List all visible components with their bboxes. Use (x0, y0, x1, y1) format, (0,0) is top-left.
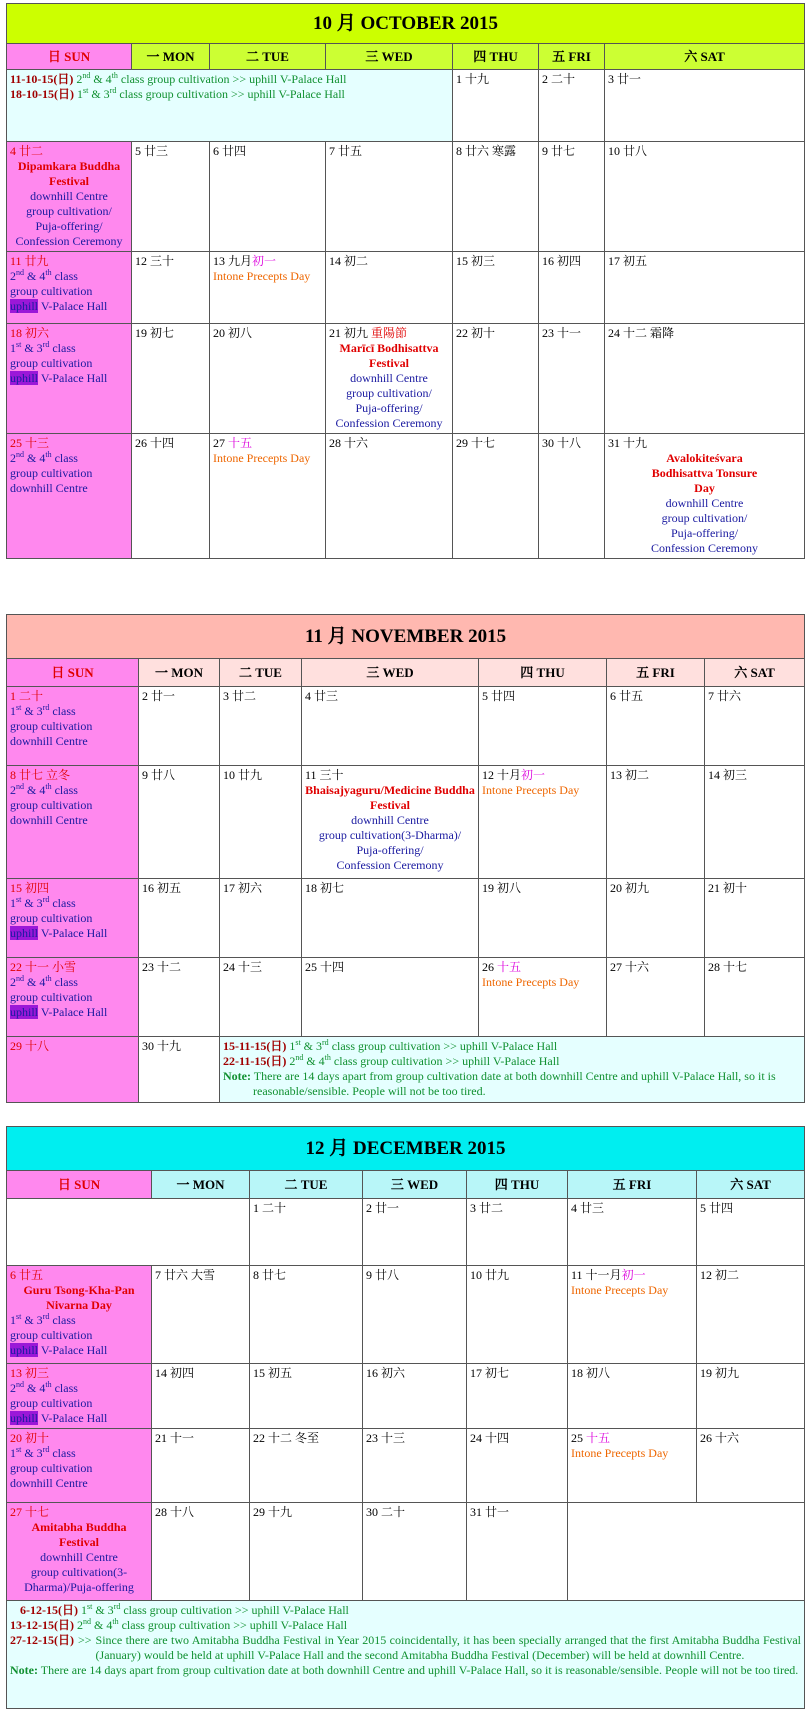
day-cell: 16 初六 (363, 1364, 467, 1429)
day-cell: 28 十六 (326, 434, 453, 559)
day-cell: 7 廿六 (705, 687, 805, 766)
header-wed: 三 WED (363, 1171, 467, 1199)
day-cell: 2 二十 (539, 70, 605, 142)
header-mon: 一 MON (132, 44, 210, 70)
day-cell: 27 十六 (607, 958, 705, 1037)
month-title: 11 月 NOVEMBER 2015 (7, 615, 805, 659)
schedule-note: 6-12-15(日) 1st & 3rd class group cultivation >> uphill V-Palace Hall 13-12-15(日) 2nd & 4th class group cultivation >> uphill V-Palace Hall 27-12-15(日) >> Since there are two Amitabha Buddha Festival in Year 2015 coincidentally, it has been specially arranged that the first Amitabha Buddha Festival (January) would be held at uphill V-Palace Hall and the second Amitabha Buddha Festival (December) will be held at downhill Centre. Note: There are 14 days apart from group cultivation date at both downhill Centre and uphill V-Palace Hall, so it is reasonable/sensible. People will not be too tired. (7, 1601, 805, 1709)
sunday-cell: 25 十三 2nd & 4th class group cultivation downhill Centre (7, 434, 132, 559)
empty-cell (568, 1503, 805, 1601)
day-cell: 9 廿八 (139, 766, 220, 879)
day-cell: 17 初五 (605, 252, 805, 324)
day-cell: 4 廿三 (568, 1199, 697, 1266)
day-cell: 12 十月初一 Intone Precepts Day (479, 766, 607, 879)
day-cell: 13 九月初一 Intone Precepts Day (210, 252, 326, 324)
header-sat: 六 SAT (705, 659, 805, 687)
sunday-cell: 11 廿九 2nd & 4th class group cultivation uphill V-Palace Hall (7, 252, 132, 324)
day-cell: 23 十三 (363, 1429, 467, 1503)
day-cell: 16 初四 (539, 252, 605, 324)
sunday-cell: 29 十八 (7, 1037, 139, 1103)
day-cell: 17 初七 (467, 1364, 568, 1429)
day-cell: 14 初四 (152, 1364, 250, 1429)
day-cell: 28 十八 (152, 1503, 250, 1601)
day-cell: 15 初五 (250, 1364, 363, 1429)
sunday-cell: 27 十七 Amitabha Buddha Festival downhill Centre group cultivation(3-Dharma)/Puja-offering (7, 1503, 152, 1601)
day-cell: 10 廿九 (220, 766, 302, 879)
day-cell: 20 初九 (607, 879, 705, 958)
day-cell: 17 初六 (220, 879, 302, 958)
day-cell: 26 十五 Intone Precepts Day (479, 958, 607, 1037)
day-cell: 23 十一 (539, 324, 605, 434)
day-cell: 10 廿九 (467, 1266, 568, 1364)
day-cell: 9 廿八 (363, 1266, 467, 1364)
day-cell: 6 廿四 (210, 142, 326, 252)
header-sun: 日 SUN (7, 44, 132, 70)
sunday-cell: 20 初十 1st & 3rd class group cultivation downhill Centre (7, 1429, 152, 1503)
day-cell: 20 初八 (210, 324, 326, 434)
sunday-cell: 8 廿七 立冬 2nd & 4th class group cultivation downhill Centre (7, 766, 139, 879)
sunday-cell: 4 廿二 Dipamkara Buddha Festival downhill Centre group cultivation/ Puja-offering/ Confession Ceremony (7, 142, 132, 252)
day-cell: 3 廿一 (605, 70, 805, 142)
header-fri: 五 FRI (539, 44, 605, 70)
day-cell: 6 廿五 (607, 687, 705, 766)
day-cell: 26 十六 (697, 1429, 805, 1503)
october-calendar (6, 3, 805, 559)
day-cell: 18 初八 (568, 1364, 697, 1429)
header-tue: 二 TUE (210, 44, 326, 70)
day-cell: 24 十三 (220, 958, 302, 1037)
header-thu: 四 THU (467, 1171, 568, 1199)
day-cell: 13 初二 (607, 766, 705, 879)
empty-cell (7, 1199, 250, 1266)
day-cell: 24 十二 霜降 (605, 324, 805, 434)
day-cell: 14 初二 (326, 252, 453, 324)
header-wed: 三 WED (302, 659, 479, 687)
november-calendar (6, 614, 805, 1103)
day-cell: 29 十七 (453, 434, 539, 559)
sunday-cell: 13 初三 2nd & 4th class group cultivation uphill V-Palace Hall (7, 1364, 152, 1429)
header-mon: 一 MON (152, 1171, 250, 1199)
schedule-note: 15-11-15(日) 1st & 3rd class group cultivation >> uphill V-Palace Hall 22-11-15(日) 2nd & 4th class group cultivation >> uphill V-Palace Hall Note: There are 14 days apart from group cultivation date at both downhill Centre and uphill V-Palace Hall, so it is reasonable/sensible. People will not be too tired. (220, 1037, 805, 1103)
day-cell: 31 廿一 (467, 1503, 568, 1601)
day-cell: 30 二十 (363, 1503, 467, 1601)
sunday-cell: 15 初四 1st & 3rd class group cultivation uphill V-Palace Hall (7, 879, 139, 958)
day-cell: 5 廿四 (479, 687, 607, 766)
day-cell: 9 廿七 (539, 142, 605, 252)
day-cell: 2 廿一 (139, 687, 220, 766)
header-sat: 六 SAT (605, 44, 805, 70)
day-cell: 8 廿七 (250, 1266, 363, 1364)
day-cell: 5 廿四 (697, 1199, 805, 1266)
december-calendar (6, 1126, 805, 1709)
day-cell: 8 廿六 寒露 (453, 142, 539, 252)
header-tue: 二 TUE (250, 1171, 363, 1199)
day-cell: 25 十五 Intone Precepts Day (568, 1429, 697, 1503)
day-cell: 12 初二 (697, 1266, 805, 1364)
day-cell: 18 初七 (302, 879, 479, 958)
day-cell: 1 二十 (250, 1199, 363, 1266)
day-cell: 27 十五 Intone Precepts Day (210, 434, 326, 559)
header-mon: 一 MON (139, 659, 220, 687)
day-cell: 3 廿二 (467, 1199, 568, 1266)
day-cell: 19 初八 (479, 879, 607, 958)
day-cell: 14 初三 (705, 766, 805, 879)
day-cell: 28 十七 (705, 958, 805, 1037)
day-cell: 19 初七 (132, 324, 210, 434)
day-cell: 11 十一月初一 Intone Precepts Day (568, 1266, 697, 1364)
day-cell: 31 十九 Avalokiteśvara Bodhisattva Tonsure Day downhill Centre group cultivation/ Puja-offering/ Confession Ceremony (605, 434, 805, 559)
day-cell: 30 十八 (539, 434, 605, 559)
header-sun: 日 SUN (7, 1171, 152, 1199)
schedule-note: 11-10-15(日) 2nd & 4th class group cultivation >> uphill V-Palace Hall 18-10-15(日) 1st & 3rd class group cultivation >> uphill V-Palace Hall (7, 70, 453, 142)
day-cell: 10 廿八 (605, 142, 805, 252)
day-cell: 29 十九 (250, 1503, 363, 1601)
month-title: 10 月 OCTOBER 2015 (7, 4, 805, 44)
day-cell: 22 初十 (453, 324, 539, 434)
sunday-cell: 22 十一 小雪 2nd & 4th class group cultivation uphill V-Palace Hall (7, 958, 139, 1037)
day-cell: 1 十九 (453, 70, 539, 142)
day-cell: 21 初十 (705, 879, 805, 958)
day-cell: 21 十一 (152, 1429, 250, 1503)
day-cell: 2 廿一 (363, 1199, 467, 1266)
sunday-cell: 6 廿五 Guru Tsong-Kha-Pan Nivarna Day 1st & 3rd class group cultivation uphill V-Palace Hall (7, 1266, 152, 1364)
header-tue: 二 TUE (220, 659, 302, 687)
day-cell: 7 廿五 (326, 142, 453, 252)
month-title: 12 月 DECEMBER 2015 (7, 1127, 805, 1171)
header-fri: 五 FRI (607, 659, 705, 687)
day-cell: 23 十二 (139, 958, 220, 1037)
day-cell: 3 廿二 (220, 687, 302, 766)
day-cell: 22 十二 冬至 (250, 1429, 363, 1503)
day-cell: 11 三十 Bhaisajyaguru/Medicine Buddha Festival downhill Centre group cultivation(3-Dharma)/ Puja-offering/ Confession Ceremony (302, 766, 479, 879)
day-cell: 4 廿三 (302, 687, 479, 766)
header-fri: 五 FRI (568, 1171, 697, 1199)
day-cell: 25 十四 (302, 958, 479, 1037)
header-wed: 三 WED (326, 44, 453, 70)
day-cell: 30 十九 (139, 1037, 220, 1103)
header-thu: 四 THU (453, 44, 539, 70)
day-cell: 12 三十 (132, 252, 210, 324)
day-cell: 7 廿六 大雪 (152, 1266, 250, 1364)
day-cell: 15 初三 (453, 252, 539, 324)
sunday-cell: 1 二十 1st & 3rd class group cultivation downhill Centre (7, 687, 139, 766)
day-cell: 21 初九 重陽節 Marīcī Bodhisattva Festival downhill Centre group cultivation/ Puja-offering/ Confession Ceremony (326, 324, 453, 434)
header-thu: 四 THU (479, 659, 607, 687)
day-cell: 26 十四 (132, 434, 210, 559)
day-cell: 16 初五 (139, 879, 220, 958)
sunday-cell: 18 初六 1st & 3rd class group cultivation uphill V-Palace Hall (7, 324, 132, 434)
day-cell: 24 十四 (467, 1429, 568, 1503)
day-cell: 19 初九 (697, 1364, 805, 1429)
header-sun: 日 SUN (7, 659, 139, 687)
day-cell: 5 廿三 (132, 142, 210, 252)
header-sat: 六 SAT (697, 1171, 805, 1199)
